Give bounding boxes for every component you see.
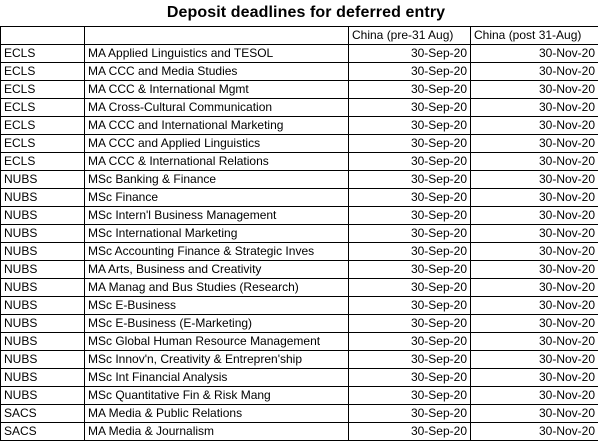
cell-china-pre[interactable]: 30-Sep-20 [349, 261, 471, 279]
cell-china-post[interactable]: 30-Nov-20 [471, 45, 598, 63]
table-row [1, 99, 598, 117]
cell-china-pre[interactable]: 30-Sep-20 [349, 279, 471, 297]
cell-china-pre[interactable]: 30-Sep-20 [349, 225, 471, 243]
cell-china-pre[interactable]: 30-Sep-20 [349, 387, 471, 405]
cell-china-post[interactable]: 30-Nov-20 [471, 225, 598, 243]
cell-china-pre[interactable]: 30-Sep-20 [349, 135, 471, 153]
table-row [1, 261, 598, 279]
table-row [1, 81, 598, 99]
cell-programme[interactable]: MA CCC & International Mgmt [85, 81, 349, 99]
cell-china-pre[interactable]: 30-Sep-20 [349, 423, 471, 441]
table-row [1, 189, 598, 207]
page-title: Deposit deadlines for deferred entry [166, 4, 446, 21]
cell-programme[interactable]: MSc Innov'n, Creativity & Entrepren'ship [85, 351, 349, 369]
cell-programme[interactable]: MA Manag and Bus Studies (Research) [85, 279, 349, 297]
cell-programme[interactable]: MSc International Marketing [85, 225, 349, 243]
cell-school[interactable]: NUBS [1, 387, 85, 405]
cell-school[interactable]: NUBS [1, 369, 85, 387]
cell-programme[interactable]: MSc Quantitative Fin & Risk Mang [85, 387, 349, 405]
table-row [1, 351, 598, 369]
cell-school[interactable]: ECLS [1, 153, 85, 171]
cell-school[interactable]: NUBS [1, 171, 85, 189]
cell-school[interactable]: SACS [1, 423, 85, 441]
cell-china-post[interactable]: 30-Nov-20 [471, 261, 598, 279]
table-body [1, 27, 598, 441]
cell-school[interactable]: NUBS [1, 207, 85, 225]
cell-programme[interactable]: MA CCC and Media Studies [85, 63, 349, 81]
cell-programme[interactable]: MA Media & Public Relations [85, 405, 349, 423]
cell-programme[interactable]: MSc Intern'l Business Management [85, 207, 349, 225]
table-row [1, 63, 598, 81]
cell-school[interactable]: ECLS [1, 99, 85, 117]
table-row [1, 135, 598, 153]
cell-china-pre[interactable]: 30-Sep-20 [349, 117, 471, 135]
cell-china-post[interactable]: 30-Nov-20 [471, 297, 598, 315]
cell-school[interactable]: NUBS [1, 225, 85, 243]
cell-china-post[interactable]: 30-Nov-20 [471, 117, 598, 135]
cell-china-post[interactable]: 30-Nov-20 [471, 333, 598, 351]
table-row [1, 279, 598, 297]
cell-school[interactable]: NUBS [1, 243, 85, 261]
table-row [1, 297, 598, 315]
cell-programme[interactable]: MSc Int Financial Analysis [85, 369, 349, 387]
cell-programme[interactable]: MA Media & Journalism [85, 423, 349, 441]
cell-programme[interactable]: MSc Accounting Finance & Strategic Inves [85, 243, 349, 261]
header-cell-china-pre[interactable]: China (pre-31 Aug) [349, 27, 471, 45]
cell-china-pre[interactable]: 30-Sep-20 [349, 153, 471, 171]
cell-china-pre[interactable]: 30-Sep-20 [349, 99, 471, 117]
cell-china-post[interactable]: 30-Nov-20 [471, 279, 598, 297]
table-row [1, 207, 598, 225]
cell-school[interactable]: ECLS [1, 45, 85, 63]
cell-china-post[interactable]: 30-Nov-20 [471, 387, 598, 405]
deadlines-table [0, 26, 598, 441]
table-row [1, 333, 598, 351]
cell-china-post[interactable]: 30-Nov-20 [471, 405, 598, 423]
cell-school[interactable]: NUBS [1, 279, 85, 297]
table-row [1, 315, 598, 333]
cell-china-pre[interactable]: 30-Sep-20 [349, 369, 471, 387]
cell-china-post[interactable]: 30-Nov-20 [471, 63, 598, 81]
table-row [1, 369, 598, 387]
cell-china-post[interactable]: 30-Nov-20 [471, 243, 598, 261]
cell-china-pre[interactable]: 30-Sep-20 [349, 333, 471, 351]
cell-school[interactable]: NUBS [1, 351, 85, 369]
cell-china-pre[interactable]: 30-Sep-20 [349, 45, 471, 63]
cell-programme[interactable]: MSc Finance [85, 189, 349, 207]
header-cell-china-post[interactable]: China (post 31-Aug) [471, 27, 598, 45]
cell-china-post[interactable]: 30-Nov-20 [471, 153, 598, 171]
title-band [0, 0, 598, 27]
cell-china-pre[interactable]: 30-Sep-20 [349, 315, 471, 333]
cell-programme[interactable]: MA CCC and Applied Linguistics [85, 135, 349, 153]
cell-china-post[interactable]: 30-Nov-20 [471, 207, 598, 225]
cell-school[interactable]: NUBS [1, 333, 85, 351]
cell-china-post[interactable]: 30-Nov-20 [471, 171, 598, 189]
cell-school[interactable]: NUBS [1, 315, 85, 333]
cell-china-post[interactable]: 30-Nov-20 [471, 135, 598, 153]
cell-china-pre[interactable]: 30-Sep-20 [349, 207, 471, 225]
cell-school[interactable]: ECLS [1, 63, 85, 81]
cell-school[interactable]: NUBS [1, 189, 85, 207]
table-row [1, 405, 598, 423]
cell-china-post[interactable]: 30-Nov-20 [471, 99, 598, 117]
cell-china-pre[interactable]: 30-Sep-20 [349, 81, 471, 99]
cell-programme[interactable]: MA Applied Linguistics and TESOL [85, 45, 349, 63]
table-row [1, 387, 598, 405]
table-row [1, 45, 598, 63]
cell-programme[interactable]: MSc Global Human Resource Management [85, 333, 349, 351]
cell-school[interactable]: ECLS [1, 117, 85, 135]
table-row [1, 243, 598, 261]
cell-school[interactable]: SACS [1, 405, 85, 423]
cell-school[interactable]: ECLS [1, 135, 85, 153]
cell-china-post[interactable]: 30-Nov-20 [471, 189, 598, 207]
cell-programme[interactable]: MSc E-Business (E-Marketing) [85, 315, 349, 333]
table-row [1, 153, 598, 171]
cell-china-post[interactable]: 30-Nov-20 [471, 351, 598, 369]
cell-china-pre[interactable]: 30-Sep-20 [349, 351, 471, 369]
cell-programme[interactable]: MSc E-Business [85, 297, 349, 315]
cell-china-pre[interactable]: 30-Sep-20 [349, 189, 471, 207]
table-row [1, 117, 598, 135]
header-row [1, 27, 598, 45]
cell-china-post[interactable]: 30-Nov-20 [471, 423, 598, 441]
cell-programme[interactable]: MA CCC & International Relations [85, 153, 349, 171]
table-row [1, 225, 598, 243]
cell-china-pre[interactable]: 30-Sep-20 [349, 297, 471, 315]
cell-programme[interactable]: MSc Banking & Finance [85, 171, 349, 189]
cell-programme[interactable]: MA Arts, Business and Creativity [85, 261, 349, 279]
cell-china-pre[interactable]: 30-Sep-20 [349, 63, 471, 81]
cell-school[interactable]: ECLS [1, 81, 85, 99]
cell-school[interactable]: NUBS [1, 261, 85, 279]
table-row [1, 423, 598, 441]
header-cell-programme[interactable] [85, 27, 349, 45]
cell-school[interactable]: NUBS [1, 297, 85, 315]
header-cell-school[interactable] [1, 27, 85, 45]
table-row [1, 171, 598, 189]
cell-china-pre[interactable]: 30-Sep-20 [349, 243, 471, 261]
cell-programme[interactable]: MA Cross-Cultural Communication [85, 99, 349, 117]
cell-programme[interactable]: MA CCC and International Marketing [85, 117, 349, 135]
cell-china-pre[interactable]: 30-Sep-20 [349, 171, 471, 189]
cell-china-post[interactable]: 30-Nov-20 [471, 81, 598, 99]
cell-china-post[interactable]: 30-Nov-20 [471, 369, 598, 387]
cell-china-post[interactable]: 30-Nov-20 [471, 315, 598, 333]
cell-china-pre[interactable]: 30-Sep-20 [349, 405, 471, 423]
